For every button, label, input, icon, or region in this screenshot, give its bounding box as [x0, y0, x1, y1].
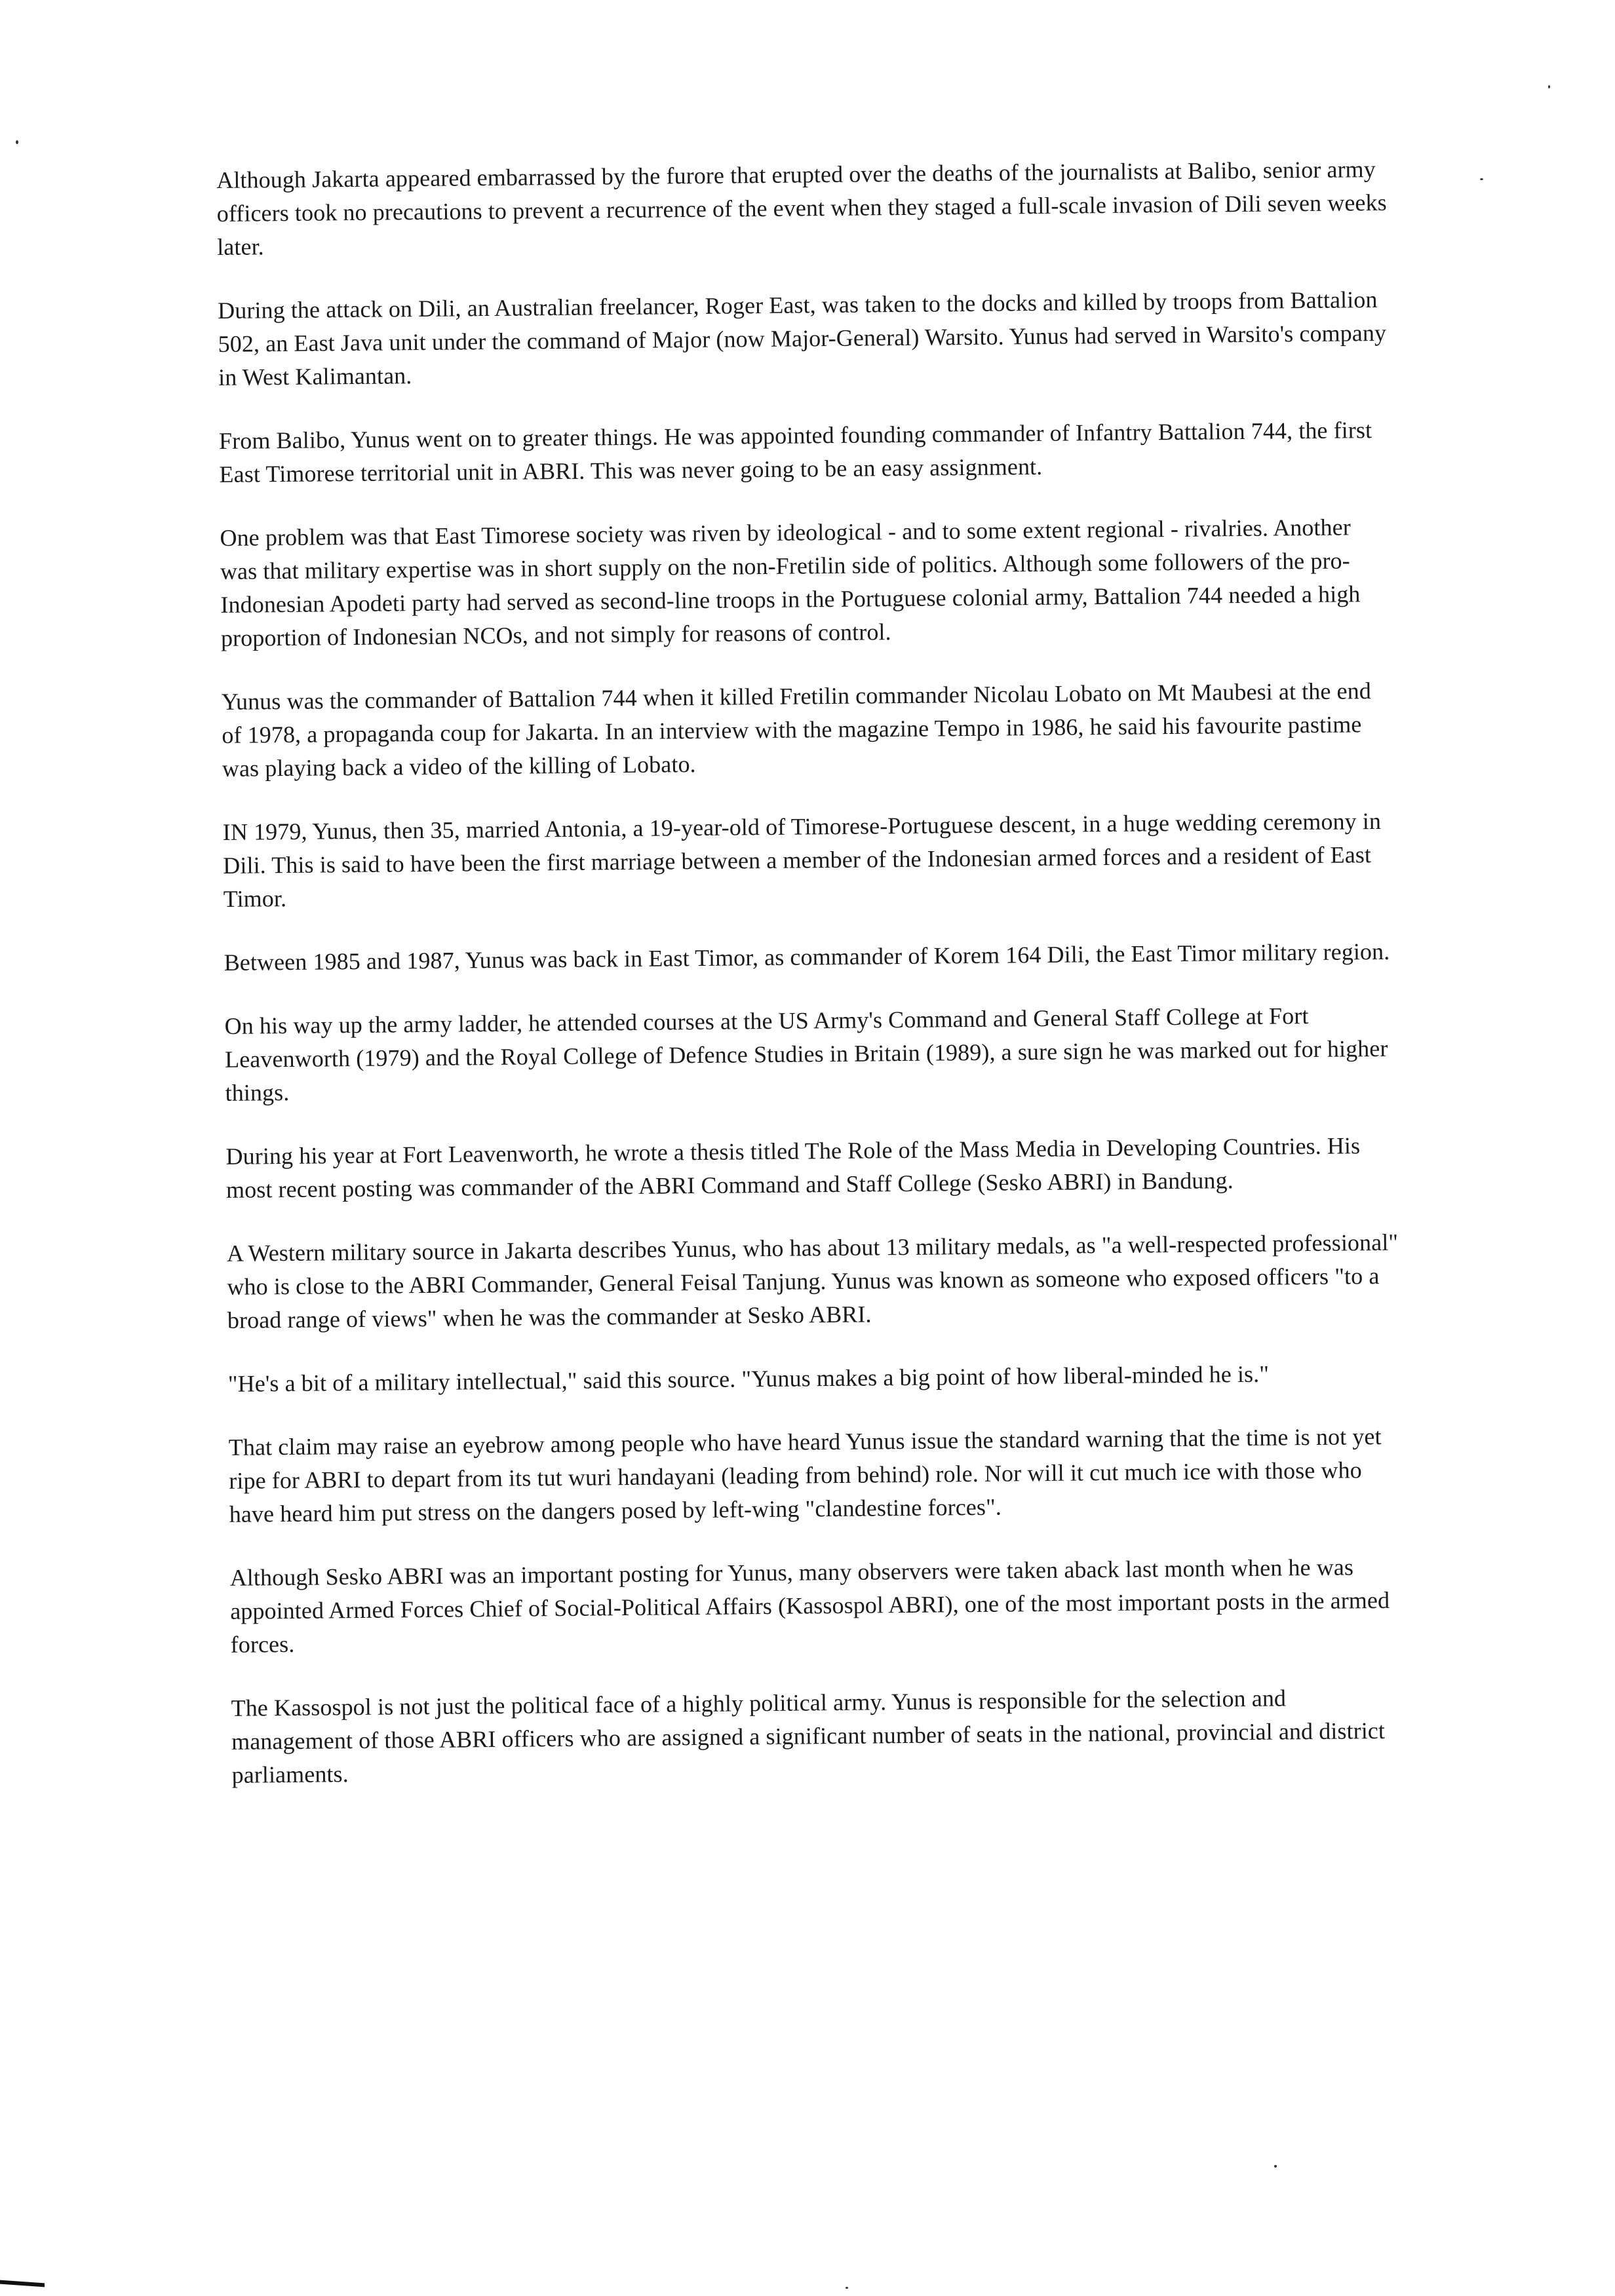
- paragraph: From Balibo, Yunus went on to greater things. He was appointed founding commander of Infantry Battalion 744, the first East Timorese territorial unit in ABRI. This was never going to be an easy assignment.: [218, 417, 1372, 488]
- paragraph: "He's a bit of a military intellectual," said this source. "Yunus makes a big point of how liberal-minded he is.": [227, 1360, 1270, 1397]
- scan-speck: [846, 2287, 848, 2289]
- scan-speck: [1274, 2165, 1277, 2168]
- paragraph: On his way up the army ladder, he attended courses at the US Army's Command and General Staff College at Fort Leavenworth (1979) and the Royal College of Defence Studies in Britain (1989), a sure sign he was marked out for higher things.: [224, 1003, 1388, 1106]
- paragraph: Yunus was the commander of Battalion 744 when it killed Fretilin commander Nicolau Lobato on Mt Maubesi at the end of 1978, a propaganda coup for Jakarta. In an interview with the magazine Tempo in 1986, he said his favourite pastime was playing back a video of the killing of Lobato.: [221, 678, 1372, 782]
- paragraph: Although Sesko ABRI was an important posting for Yunus, many observers were taken aback last month when he was appointed Armed Forces Chief of Social-Political Affairs (Kassospol ABRI), one of the most important posts in the armed forces.: [229, 1554, 1390, 1658]
- paragraph: IN 1979, Yunus, then 35, married Antonia, a 19-year-old of Timorese-Portuguese descent, in a huge wedding ceremony in Dili. This is said to have been the first marriage between a member of the Indonesian armed forces and a resident of East Timor.: [222, 807, 1382, 912]
- paragraph: Between 1985 and 1987, Yunus was back in East Timor, as commander of Korem 164 Dili, the East Timor military region.: [224, 938, 1390, 976]
- paragraph: The Kassospol is not just the political face of a highly political army. Yunus is responsible for the selection and management of those ABRI officers who are assigned a significant number of seats in the national, provincial and district parliaments.: [231, 1685, 1386, 1788]
- paragraph: That claim may raise an eyebrow among people who have heard Yunus issue the standard warning that the time is not yet ripe for ABRI to depart from its tut wuri handayani (leading from behind) role. Nor will it cut much ice with those who have heard him put stress on the dangers posed by left-wing "clandestine forces".: [228, 1423, 1382, 1527]
- scan-speck: [16, 140, 18, 144]
- scan-edge-mark: [0, 2280, 45, 2287]
- paragraph: A Western military source in Jakarta describes Yunus, who has about 13 military medals, as "a well-respected professional" who is close to the ABRI Commander, General Feisal Tanjung. Yunus was known as someone who exposed officers "to a broad range of views" when he was the commander at Sesko ABRI.: [226, 1229, 1399, 1333]
- paragraph: During his year at Fort Leavenworth, he wrote a thesis titled The Role of the Mass Media in Developing Countries. His most recent posting was commander of the ABRI Command and Staff College (Sesko ABRI) in Bandung.: [225, 1132, 1361, 1203]
- scan-speck: [1480, 178, 1483, 180]
- paragraph: Although Jakarta appeared embarrassed by the furore that erupted over the deaths of the journalists at Balibo, senior army officers took no precautions to prevent a recurrence of the event when they staged a full-scale invasion of Dili seven weeks later.: [216, 156, 1387, 260]
- paragraph: During the attack on Dili, an Australian freelancer, Roger East, was taken to the docks and killed by troops from Battalion 502, an East Java unit under the command of Major (now Major-General) Warsito. Yunus had served in Warsito's company in West Kalimantan.: [217, 286, 1387, 391]
- scan-speck: [1548, 85, 1550, 88]
- document-body: [216, 153, 1405, 1822]
- paragraph: One problem was that East Timorese society was riven by ideological - and to some extent regional - rivalries. Another was that military expertise was in short supply on the non-Fretilin side of politics. Although some followers of the pro-Indonesian Apodeti party had served as second-line troops in the Portuguese colonial army, Battalion 744 needed a high proportion of Indonesian NCOs, and not simply for reasons of control.: [220, 514, 1361, 651]
